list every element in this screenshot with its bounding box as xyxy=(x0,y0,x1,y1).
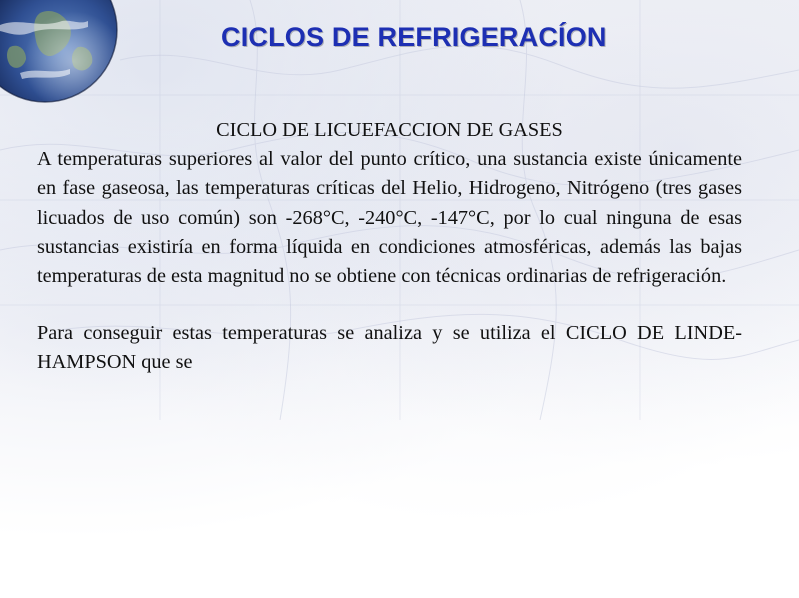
globe-icon xyxy=(0,0,120,105)
slide-title: CICLOS DE REFRIGERACÍON xyxy=(221,22,607,52)
paragraph-critical-temperatures: A temperaturas superiores al valor del punto crítico, una sustancia existe únicamente en fase gaseosa, las temperaturas críticas del Helio, Hidrogeno, Nitrógeno (tres gases licuados de uso común) son -268°C, -240°C, -147°C, por lo cual ninguna de esas sustancias existiría en forma líquida en condiciones atmosféricas, además las bajas temperaturas de esta magnitud no se obtiene con técnicas ordinarias de refrigeración. xyxy=(37,148,742,288)
cycle-name: CICLO DE LINDE-HAMPSON xyxy=(37,322,742,374)
section-subtitle: CICLO DE LICUEFACCION DE GASES xyxy=(216,119,563,141)
slide-body xyxy=(37,116,742,378)
paragraph-linde-hampson xyxy=(37,319,742,377)
paragraph-tail: que se xyxy=(136,351,193,374)
paragraph-text: Para conseguir estas temperaturas se analiza y se utiliza el xyxy=(37,322,566,345)
